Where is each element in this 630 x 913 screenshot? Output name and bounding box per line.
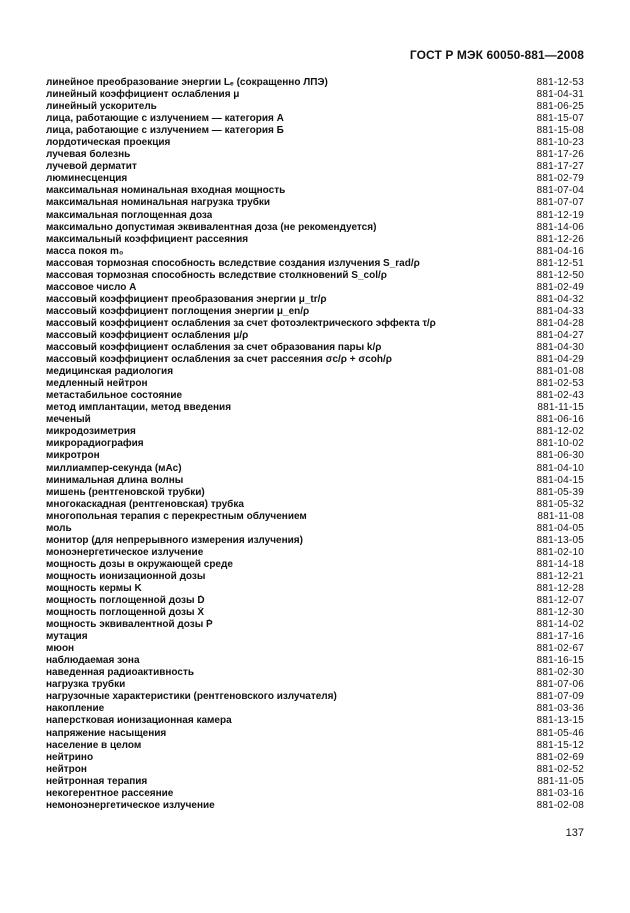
term-label: масса покоя m₀ [46,245,124,257]
index-entry [46,752,584,764]
term-label: массовый коэффициент ослабления μ/ρ [46,329,249,341]
term-label: медицинская радиология [46,366,174,378]
term-code: 881-12-07 [536,595,584,607]
index-entry [46,607,584,619]
term-code: 881-11-08 [537,510,584,522]
index-entry [46,776,584,788]
term-code: 881-17-26 [536,149,584,161]
term-label: некогерентное рассеяние [46,787,174,799]
term-code: 881-10-02 [536,438,584,450]
term-label: мюон [46,643,75,655]
term-label: мишень (рентгеновской трубки) [46,486,205,498]
index-entry [46,113,584,125]
term-label: метастабильное состояние [46,390,183,402]
index-entry [46,354,584,366]
index-entry [46,185,584,197]
index-entry [46,511,584,523]
index-entry [46,378,584,390]
term-code: 881-04-33 [536,305,584,317]
index-entry [46,740,584,752]
index-entry [46,402,584,414]
index-entry [46,294,584,306]
term-label: массовая тормозная способность вследствие столкновений S_col/ρ [46,269,387,281]
term-label: линейное преобразование энергии Lₑ (сокращенно ЛПЭ) [46,77,328,88]
term-label: лучевой дерматит [46,161,137,173]
index-entry [46,222,584,234]
term-label: мощность ионизационной дозы [46,570,206,582]
index-entry [46,318,584,330]
term-label: линейный коэффициент ослабления μ [46,89,240,101]
term-label: моль [46,522,72,534]
term-code: 881-15-07 [536,113,584,125]
index-entry [46,137,584,149]
term-label: мощность поглощенной дозы Ẋ [46,607,205,619]
index-entry [46,149,584,161]
index-entry [46,77,584,89]
term-code: 881-01-08 [536,366,584,378]
term-code: 881-04-27 [536,329,584,341]
term-label: массовый коэффициент преобразования энергии μ_tr/ρ [46,293,327,305]
term-code: 881-04-05 [536,522,584,534]
term-label: массовый коэффициент ослабления за счет образования пары k/ρ [46,342,382,354]
term-label: массовый коэффициент поглощения энергии μ_en/ρ [46,305,310,317]
term-label: медленный нейтрон [46,378,148,390]
term-code: 881-04-30 [536,342,584,354]
index-entry [46,583,584,595]
term-code: 881-11-15 [537,402,584,414]
term-code: 881-02-30 [536,667,584,679]
term-code: 881-06-30 [536,450,584,462]
index-entry [46,559,584,571]
term-index-list [46,77,584,812]
term-label: нагрузка трубки [46,679,126,691]
index-entry [46,535,584,547]
index-entry [46,667,584,679]
index-entry [46,547,584,559]
term-code: 881-04-15 [536,474,584,486]
term-label: микрорадиография [46,438,144,450]
term-code: 881-14-06 [536,221,584,233]
term-label: лица, работающие с излучением — категория Б [46,125,284,137]
term-code: 881-15-12 [536,739,584,751]
index-entry [46,246,584,258]
index-entry [46,643,584,655]
term-label: люминесценция [46,173,128,185]
index-entry [46,438,584,450]
index-entry [46,463,584,475]
index-entry [46,619,584,631]
index-entry [46,342,584,354]
term-code: 881-12-26 [536,233,584,245]
term-code: 881-13-15 [536,715,584,727]
term-code: 881-14-02 [536,619,584,631]
index-entry [46,691,584,703]
term-label: нагрузочные характеристики (рентгеновского излучателя) [46,691,337,703]
term-label: нейтрон [46,763,87,775]
index-entry [46,655,584,667]
term-label: мощность кермы K̇ [46,582,142,594]
term-code: 881-07-04 [536,185,584,197]
term-label: микротрон [46,450,100,462]
term-label: массовый коэффициент ослабления за счет рассеяния σc/ρ + σcoh/ρ [46,354,392,366]
term-code: 881-12-02 [536,426,584,438]
term-code: 881-04-10 [536,462,584,474]
term-label: немоноэнергетическое излучение [46,799,215,811]
index-entry [46,306,584,318]
term-code: 881-02-08 [536,799,584,811]
index-entry [46,715,584,727]
term-code: 881-03-16 [536,787,584,799]
term-label: метод имплантации, метод введения [46,402,232,414]
term-code: 881-12-51 [536,257,584,269]
index-entry [46,487,584,499]
term-code: 881-11-05 [537,775,584,787]
term-label: монитор (для непрерывного измерения излучения) [46,534,303,546]
term-label: наведенная радиоактивность [46,667,194,679]
term-label: микродозиметрия [46,426,136,438]
index-entry [46,125,584,137]
term-code: 881-02-49 [536,281,584,293]
term-label: мощность дозы в окружающей среде [46,558,233,570]
term-code: 881-17-16 [536,631,584,643]
index-entry [46,475,584,487]
term-label: лордотическая проекция [46,137,171,149]
term-code: 881-05-46 [536,727,584,739]
index-entry [46,523,584,535]
term-label: нейтрино [46,751,94,763]
index-entry [46,173,584,185]
term-code: 881-02-53 [536,378,584,390]
term-label: минимальная длина волны [46,474,184,486]
term-code: 881-12-19 [536,209,584,221]
term-label: население в целом [46,739,142,751]
term-code: 881-04-16 [536,245,584,257]
index-entry [46,197,584,209]
index-entry [46,414,584,426]
index-entry [46,631,584,643]
index-entry [46,89,584,101]
term-code: 881-07-06 [536,679,584,691]
term-label: многокаскадная (рентгеновская) трубка [46,498,244,510]
term-code: 881-07-09 [536,691,584,703]
index-entry [46,390,584,402]
index-entry [46,703,584,715]
term-label: нейтронная терапия [46,775,148,787]
term-code: 881-12-50 [536,269,584,281]
term-label: меченый [46,414,91,426]
index-entry [46,679,584,691]
index-entry [46,210,584,222]
term-label: мощность поглощенной дозы Ḋ [46,595,205,607]
index-entry [46,571,584,583]
term-label: массовый коэффициент ослабления за счет фотоэлектрического эффекта τ/ρ [46,317,436,329]
term-label: лучевая болезнь [46,149,131,161]
term-code: 881-17-27 [536,161,584,173]
index-entry [46,282,584,294]
index-entry [46,366,584,378]
term-code: 881-04-28 [536,317,584,329]
index-entry [46,499,584,511]
term-code: 881-05-39 [536,486,584,498]
term-label: мощность эквивалентной дозы Ṗ [46,619,213,631]
index-entry [46,788,584,800]
term-label: напряжение насыщения [46,727,167,739]
term-code: 881-04-29 [536,354,584,366]
term-label: массовая тормозная способность вследствие создания излучения S_rad/ρ [46,257,420,269]
term-code: 881-12-53 [536,77,584,88]
term-label: максимальная поглощенная доза [46,209,213,221]
term-label: массовое число A [46,281,137,293]
term-code: 881-05-32 [536,498,584,510]
term-code: 881-06-16 [536,414,584,426]
term-label: миллиампер-секунда (мАс) [46,462,182,474]
index-entry [46,330,584,342]
term-code: 881-04-32 [536,293,584,305]
standard-header: ГОСТ Р МЭК 60050-881—2008 [409,48,584,62]
term-code: 881-06-25 [536,101,584,113]
term-label: лица, работающие с излучением — категория А [46,113,284,125]
index-entry [46,270,584,282]
term-code: 881-10-23 [536,137,584,149]
index-entry [46,161,584,173]
term-code: 881-16-15 [536,655,584,667]
index-entry [46,450,584,462]
term-code: 881-12-30 [536,607,584,619]
term-code: 881-02-79 [536,173,584,185]
term-label: максимальный коэффициент рассеяния [46,233,249,245]
term-code: 881-13-05 [536,534,584,546]
index-entry [46,764,584,776]
index-entry [46,426,584,438]
term-code: 881-04-31 [536,89,584,101]
index-entry [46,234,584,246]
index-entry [46,800,584,812]
term-code: 881-02-43 [536,390,584,402]
term-code: 881-03-36 [536,703,584,715]
term-code: 881-02-10 [536,546,584,558]
page-number: 137 [565,827,584,839]
term-label: максимально допустимая эквивалентная доза (не рекомендуется) [46,221,377,233]
index-entry [46,258,584,270]
term-label: максимальная номинальная входная мощность [46,185,286,197]
term-label: многопольная терапия с перекрестным облучением [46,510,307,522]
term-code: 881-14-18 [536,558,584,570]
term-code: 881-02-52 [536,763,584,775]
term-label: наперстковая ионизационная камера [46,715,232,727]
term-label: накопление [46,703,105,715]
term-code: 881-02-69 [536,751,584,763]
term-label: моноэнергетическое излучение [46,546,204,558]
term-label: максимальная номинальная нагрузка трубки [46,197,271,209]
index-entry [46,101,584,113]
term-code: 881-15-08 [536,125,584,137]
term-code: 881-12-28 [536,582,584,594]
term-code: 881-07-07 [536,197,584,209]
term-label: мутация [46,631,88,643]
term-code: 881-12-21 [536,570,584,582]
index-entry [46,595,584,607]
term-code: 881-02-67 [536,643,584,655]
index-entry [46,728,584,740]
term-label: линейный ускоритель [46,101,157,113]
term-label: наблюдаемая зона [46,655,140,667]
